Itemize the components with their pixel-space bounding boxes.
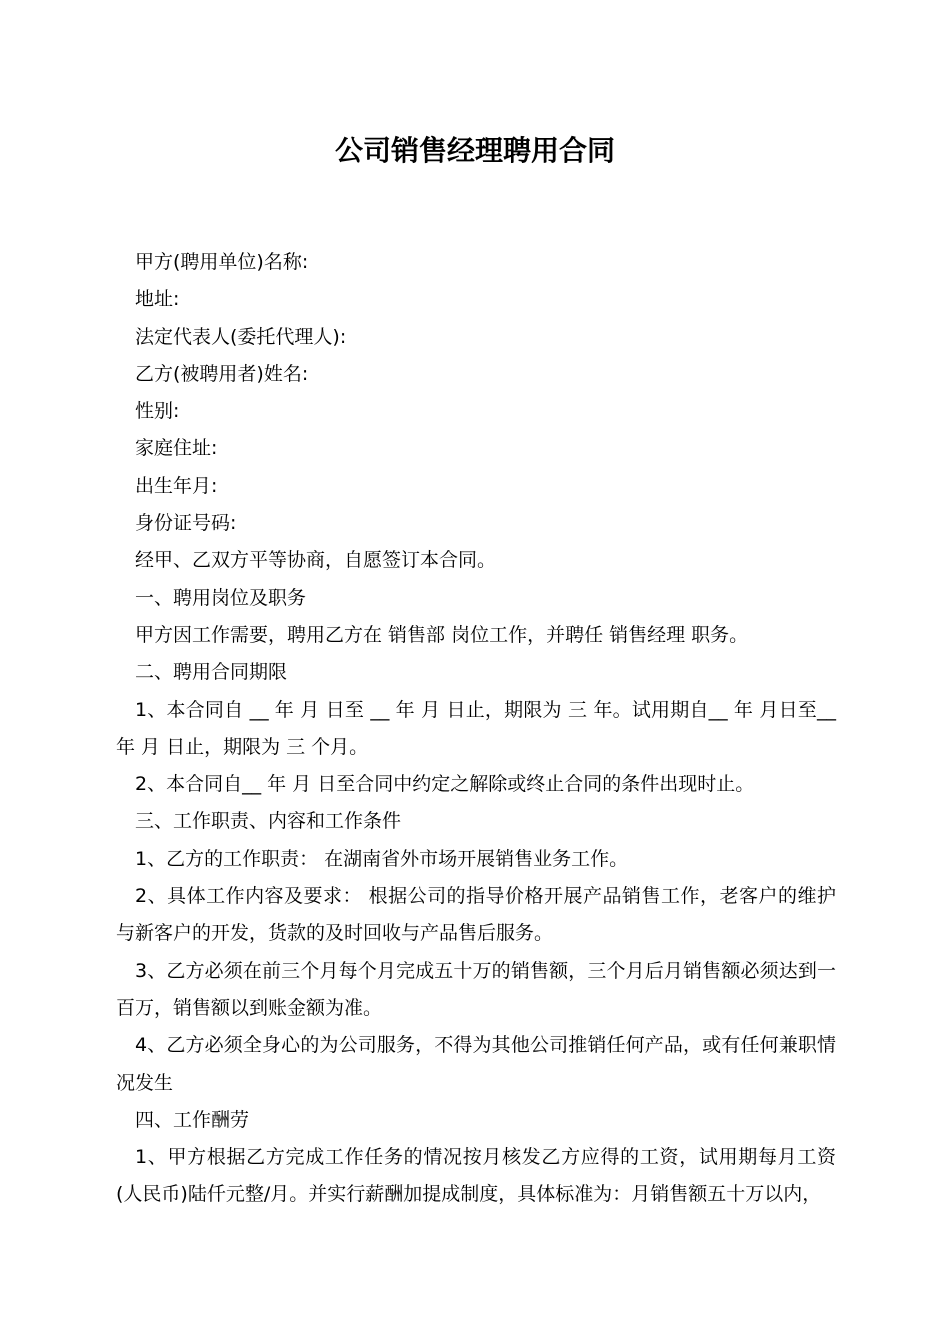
paragraph-employee-name: 乙方(被聘用者)姓名: [135, 362, 309, 385]
paragraph-duties-4: 4、乙方必须全身心的为公司服务，不得为其他公司推销任何产品，或有任何兼职情况发生 [116, 1034, 836, 1094]
section-heading-term: 二、聘用合同期限 [135, 661, 288, 684]
paragraph-compensation-1: 1、甲方根据乙方完成工作任务的情况按月核发乙方应得的工资，试用期每月工资(人民币)陆仟元整/月。并实行薪酬加提成制度，具体标准为：月销售额五十万以内， [116, 1146, 836, 1206]
paragraph-duties-3: 3、乙方必须在前三个月每个月完成五十万的销售额，三个月后月销售额必须达到一百万，销售额以到账金额为准。 [116, 959, 836, 1019]
section-heading-position: 一、聘用岗位及职务 [135, 586, 307, 609]
paragraph-agreement-intro: 经甲、乙双方平等协商，自愿签订本合同。 [135, 549, 497, 572]
paragraph-employer-name: 甲方(聘用单位)名称: [135, 251, 309, 273]
document-body [116, 244, 836, 1214]
paragraph-address: 地址: [135, 288, 180, 311]
paragraph-duties-2: 2、具体工作内容及要求： 根据公司的指导价格开展产品销售工作，老客户的维护与新客户的开发，货款的及时回收与产品售后服务。 [116, 885, 836, 945]
document-title: 公司销售经理聘用合同 [334, 134, 615, 167]
paragraph-position-detail: 甲方因工作需要，聘用乙方在 销售部 岗位工作，并聘任 销售经理 职务。 [135, 623, 749, 646]
paragraph-id-number: 身份证号码: [135, 512, 237, 535]
paragraph-gender: 性别: [135, 400, 180, 423]
paragraph-term-1: 1、本合同自 __ 年 月 日至 __ 年 月 日止，期限为 三 年。试用期自__ 年 月日至__ 年 月 日止，期限为 三 个月。 [116, 698, 836, 758]
paragraph-term-2: 2、本合同自__ 年 月 日至合同中约定之解除或终止合同的条件出现时止。 [135, 773, 755, 796]
paragraph-legal-representative: 法定代表人(委托代理人): [135, 325, 347, 348]
paragraph-home-address: 家庭住址: [135, 437, 218, 460]
paragraph-duties-1: 1、乙方的工作职责： 在湖南省外市场开展销售业务工作。 [135, 847, 629, 870]
section-heading-duties: 三、工作职责、内容和工作条件 [135, 810, 402, 833]
section-heading-compensation: 四、工作酬劳 [135, 1108, 250, 1131]
paragraph-birth-date: 出生年月: [135, 474, 218, 497]
